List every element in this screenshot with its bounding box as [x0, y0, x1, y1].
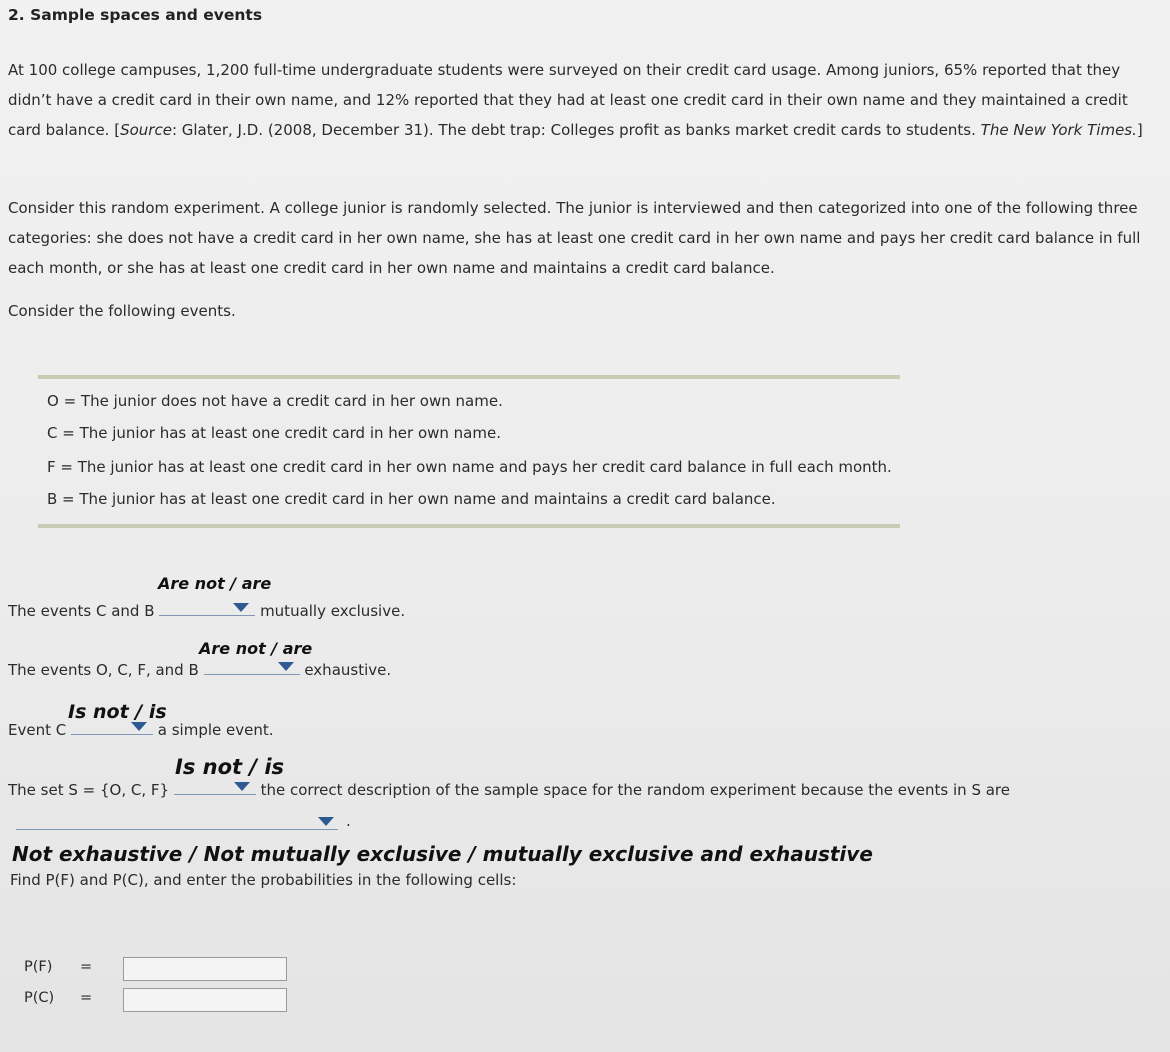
pf-label: P(F): [24, 959, 53, 975]
event-f: F = The junior has at least one credit card in her own name and pays her credit card balance in full each month.: [47, 458, 892, 476]
event-o: O = The junior does not have a credit card in her own name.: [47, 392, 503, 410]
dropdown-events-in-s[interactable]: [16, 815, 338, 830]
dropdown-simple-event[interactable]: [71, 720, 153, 735]
pf-equals: =: [80, 959, 93, 975]
q3-prefix: Event C: [8, 721, 67, 739]
q2-suffix: exhaustive.: [304, 661, 392, 679]
q1-prefix: The events C and B: [8, 602, 155, 620]
q4-suffix: the correct description of the sample space for the random experiment because the events in S are: [260, 781, 1010, 799]
q1-suffix: mutually exclusive.: [260, 602, 406, 620]
chevron-down-icon: [234, 782, 250, 791]
events-intro: Consider the following events.: [8, 302, 236, 320]
source-text: : Glater, J.D. (2008, December 31). The debt trap: Colleges profit as banks market credit cards to students.: [171, 121, 981, 139]
q3-suffix: a simple event.: [157, 721, 274, 739]
chevron-down-icon: [318, 817, 334, 826]
handwritten-note-q4: Is not / is: [175, 755, 285, 779]
handwritten-note-q3: Is not / is: [68, 701, 167, 723]
dropdown-events-exhaustive[interactable]: [204, 660, 300, 675]
source-close: ]: [1136, 121, 1143, 139]
question-events-exhaustive: [8, 660, 391, 679]
question-sample-space: [8, 780, 1010, 799]
handwritten-note-q2: Are not / are: [199, 639, 313, 658]
find-instructions: Find P(F) and P(C), and enter the probabilities in the following cells:: [10, 871, 517, 889]
divider-top: [38, 375, 900, 379]
chevron-down-icon: [278, 662, 294, 671]
handwritten-note-q5: Not exhaustive / Not mutually exclusive / mutually exclusive and exhaustive: [12, 842, 873, 866]
dropdown-sample-space-correct[interactable]: [174, 780, 256, 795]
experiment-paragraph: Consider this random experiment. A college junior is randomly selected. The junior is interviewed and then categorized into one of the following three categories: she does not have a credit card in her own name, she has at least one credit card in her own name and pays her credit card balance in full each month, or she has at least one credit card in her own name and maintains a credit card balance.: [8, 199, 1141, 277]
pc-equals: =: [80, 990, 93, 1006]
event-b: B = The junior has at least one credit card in her own name and maintains a credit card balance.: [47, 490, 776, 508]
pc-label: P(C): [24, 990, 55, 1006]
intro-text: At 100 college campuses, 1,200 full-time undergraduate students were surveyed on their credit card usage. Among juniors, 65% reported that they didn’t have a credit card in their own name, and 12% reported that they had at least one credit card in their own name and they maintained a credit card balance. [: [8, 61, 1128, 139]
dropdown-c-b-exclusive[interactable]: [159, 601, 255, 616]
chevron-down-icon: [233, 603, 249, 612]
question-c-b-exclusive: [8, 601, 405, 620]
divider-bottom: [38, 524, 900, 528]
handwritten-note-q1: Are not / are: [158, 574, 272, 593]
q4-end: .: [346, 812, 351, 830]
question-simple-event: [8, 720, 274, 739]
section-title: 2. Sample spaces and events: [8, 6, 263, 24]
q2-prefix: The events O, C, F, and B: [8, 661, 199, 679]
intro-paragraph: [8, 55, 1158, 145]
q4-prefix: The set S = {O, C, F}: [8, 781, 170, 799]
source-label: Source: [120, 121, 172, 139]
event-c: C = The junior has at least one credit card in her own name.: [47, 424, 501, 442]
chevron-down-icon: [131, 722, 147, 731]
publication: The New York Times.: [980, 121, 1137, 139]
pc-input[interactable]: [123, 988, 287, 1012]
pf-input[interactable]: [123, 957, 287, 981]
